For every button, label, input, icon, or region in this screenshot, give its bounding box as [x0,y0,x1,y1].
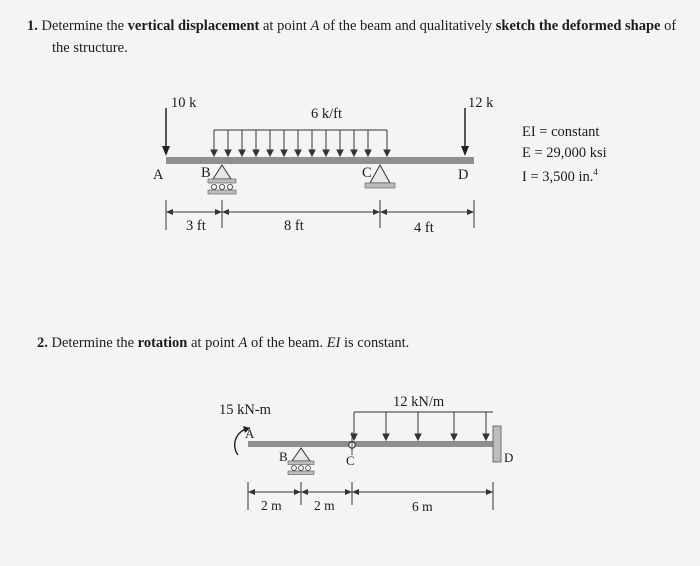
dimension-label-8ft: 8 ft [284,218,304,234]
property-ei: EI = constant [522,124,600,140]
dimension-label-2m-a: 2 m [261,498,282,513]
beam-2 [248,441,493,447]
problem-2-point: A [238,335,248,351]
point-label-c-2: C [346,453,355,468]
property-i-exponent: 4 [593,167,598,177]
problem-1-statement-line2: the structure. [52,40,128,56]
dimension-label-2m-b: 2 m [314,498,335,513]
problem-1-point: A [310,18,320,34]
problem-2-text-d: is constant. [344,335,410,351]
distributed-load-12knm [351,412,493,440]
point-label-a-1: A [153,167,164,183]
point-label-d-2: D [504,450,514,465]
point-label-d-1: D [458,167,469,183]
property-i-value: I = 3,500 in. [522,168,594,185]
point-label-b-2: B [279,449,288,464]
problem-2-number: 2. [37,335,48,351]
dimension-label-4ft: 4 ft [414,220,434,236]
problem-2-text-c: of the beam. [251,335,324,351]
problem-2-text-a: Determine the [51,335,135,351]
distributed-load-label-1: 6 k/ft [311,106,343,122]
problem-2-text-b: at point [190,335,235,351]
point-label-b-1: B [201,165,211,181]
dimension-label-3ft: 3 ft [186,218,206,234]
problem-1-number: 1. [27,18,38,34]
problem-2-bold: rotation [137,335,188,351]
problem-1-text-a: Determine the [41,18,125,34]
load-label-10k: 10 k [171,95,197,111]
problem-1-bold-b: sketch the deformed shape [495,18,661,34]
problem-1-text-b: at point [262,18,307,34]
property-e: E = 29,000 ksi [522,145,607,161]
point-label-a-2: A [245,426,255,441]
dimension-label-6m: 6 m [412,499,433,514]
distributed-load-label-2: 12 kN/m [393,394,445,410]
problem-2-ei: EI [326,335,341,351]
dimension-line-2 [248,482,493,510]
problem-1-bold-a: vertical displacement [127,18,260,34]
point-label-c-1: C [362,165,372,181]
roller-support-b-2 [288,448,314,475]
problem-1-text-c: of the beam and qualitatively [323,18,493,34]
load-label-12k: 12 k [468,95,494,111]
fixed-support-d [493,426,501,462]
problem-1-text-d: of [664,18,677,34]
moment-label: 15 kN-m [219,402,271,418]
